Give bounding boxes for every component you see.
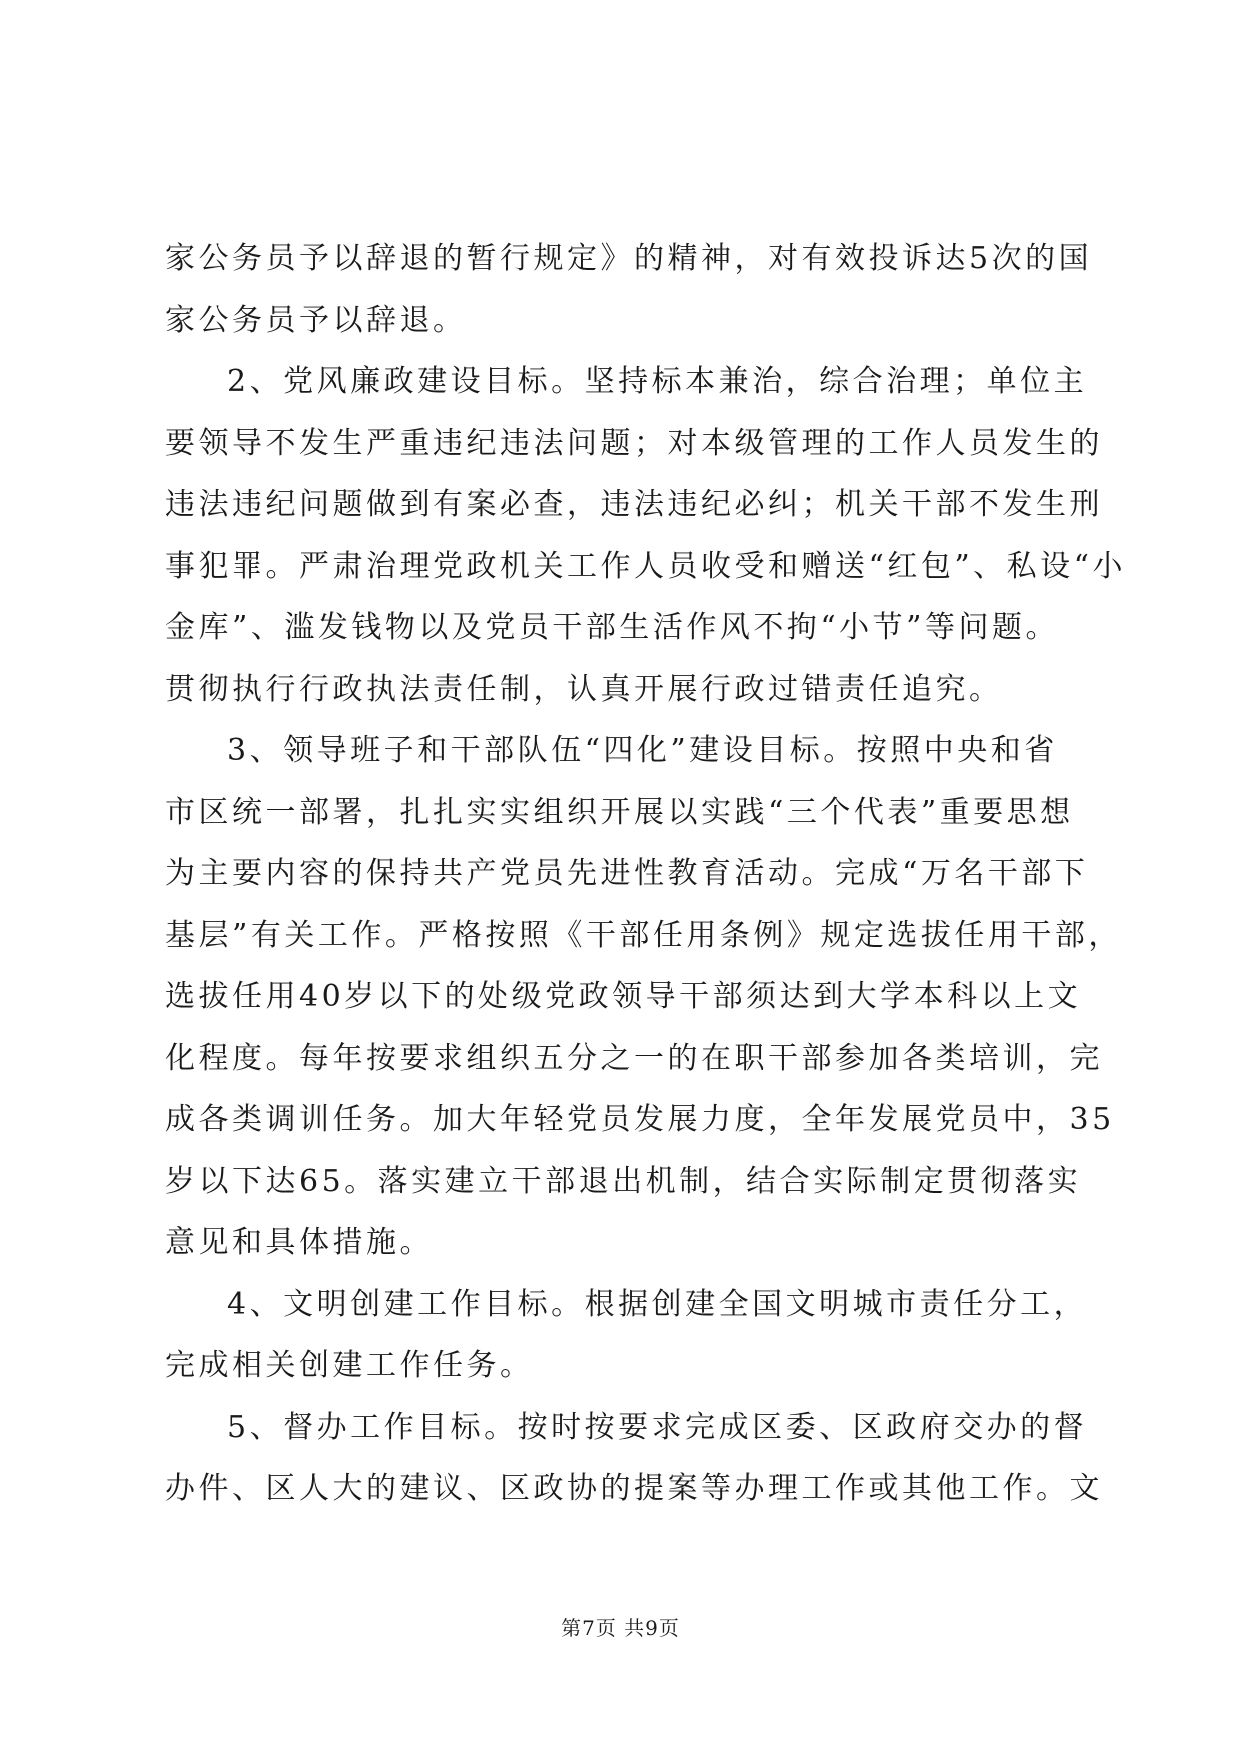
text-line: 要领导不发生严重违纪违法问题；对本级管理的工作人员发生的	[165, 425, 1103, 461]
text-line: 选拔任用40岁以下的处级党政领导干部须达到大学本科以上文	[165, 979, 1082, 1014]
text-line: 事犯罪。严肃治理党政机关工作人员收受和赠送“红包”、私设“小	[165, 548, 1127, 584]
text-line: 家公务员予以辞退的暂行规定》的精神，对有效投诉达5次的国	[165, 241, 1093, 276]
document-body	[165, 228, 1127, 1520]
text-line: 3、领导班子和干部队伍“四化”建设目标。按照中央和省	[227, 733, 1058, 768]
text-line: 完成相关创建工作任务。	[165, 1348, 534, 1383]
text-line: 化程度。每年按要求组织五分之一的在职干部参加各类培训，完	[165, 1040, 1103, 1076]
text-line: 为主要内容的保持共产党员先进性教育活动。完成“万名干部下	[165, 856, 1089, 891]
text-line: 基层”有关工作。严格按照《干部任用条例》规定选拔任用干部，	[165, 917, 1122, 953]
text-line: 金库”、滥发钱物以及党员干部生活作风不拘“小节”等问题。	[165, 610, 1060, 645]
page-number-footer: 第7页 共9页	[561, 1616, 680, 1640]
text-line: 5、督办工作目标。按时按要求完成区委、区政府交办的督	[227, 1409, 1088, 1445]
text-line: 意见和具体措施。	[165, 1225, 433, 1260]
text-line: 成各类调训任务。加大年轻党员发展力度，全年发展党员中，35	[165, 1102, 1115, 1137]
text-line: 市区统一部署，扎扎实实组织开展以实践“三个代表”重要思想	[165, 794, 1074, 830]
text-line: 4、文明创建工作目标。根据创建全国文明城市责任分工，	[227, 1286, 1088, 1322]
text-line: 2、党风廉政建设目标。坚持标本兼治，综合治理；单位主	[227, 364, 1088, 399]
text-line: 办件、区人大的建议、区政协的提案等办理工作或其他工作。文	[165, 1471, 1103, 1506]
text-line: 岁以下达65。落实建立干部退出机制，结合实际制定贯彻落实	[165, 1163, 1082, 1199]
text-line: 家公务员予以辞退。	[165, 302, 467, 338]
text-line: 违法违纪问题做到有案必查，违法违纪必纠；机关干部不发生刑	[165, 487, 1103, 522]
text-line: 贯彻执行行政执法责任制，认真开展行政过错责任追究。	[165, 671, 1003, 707]
